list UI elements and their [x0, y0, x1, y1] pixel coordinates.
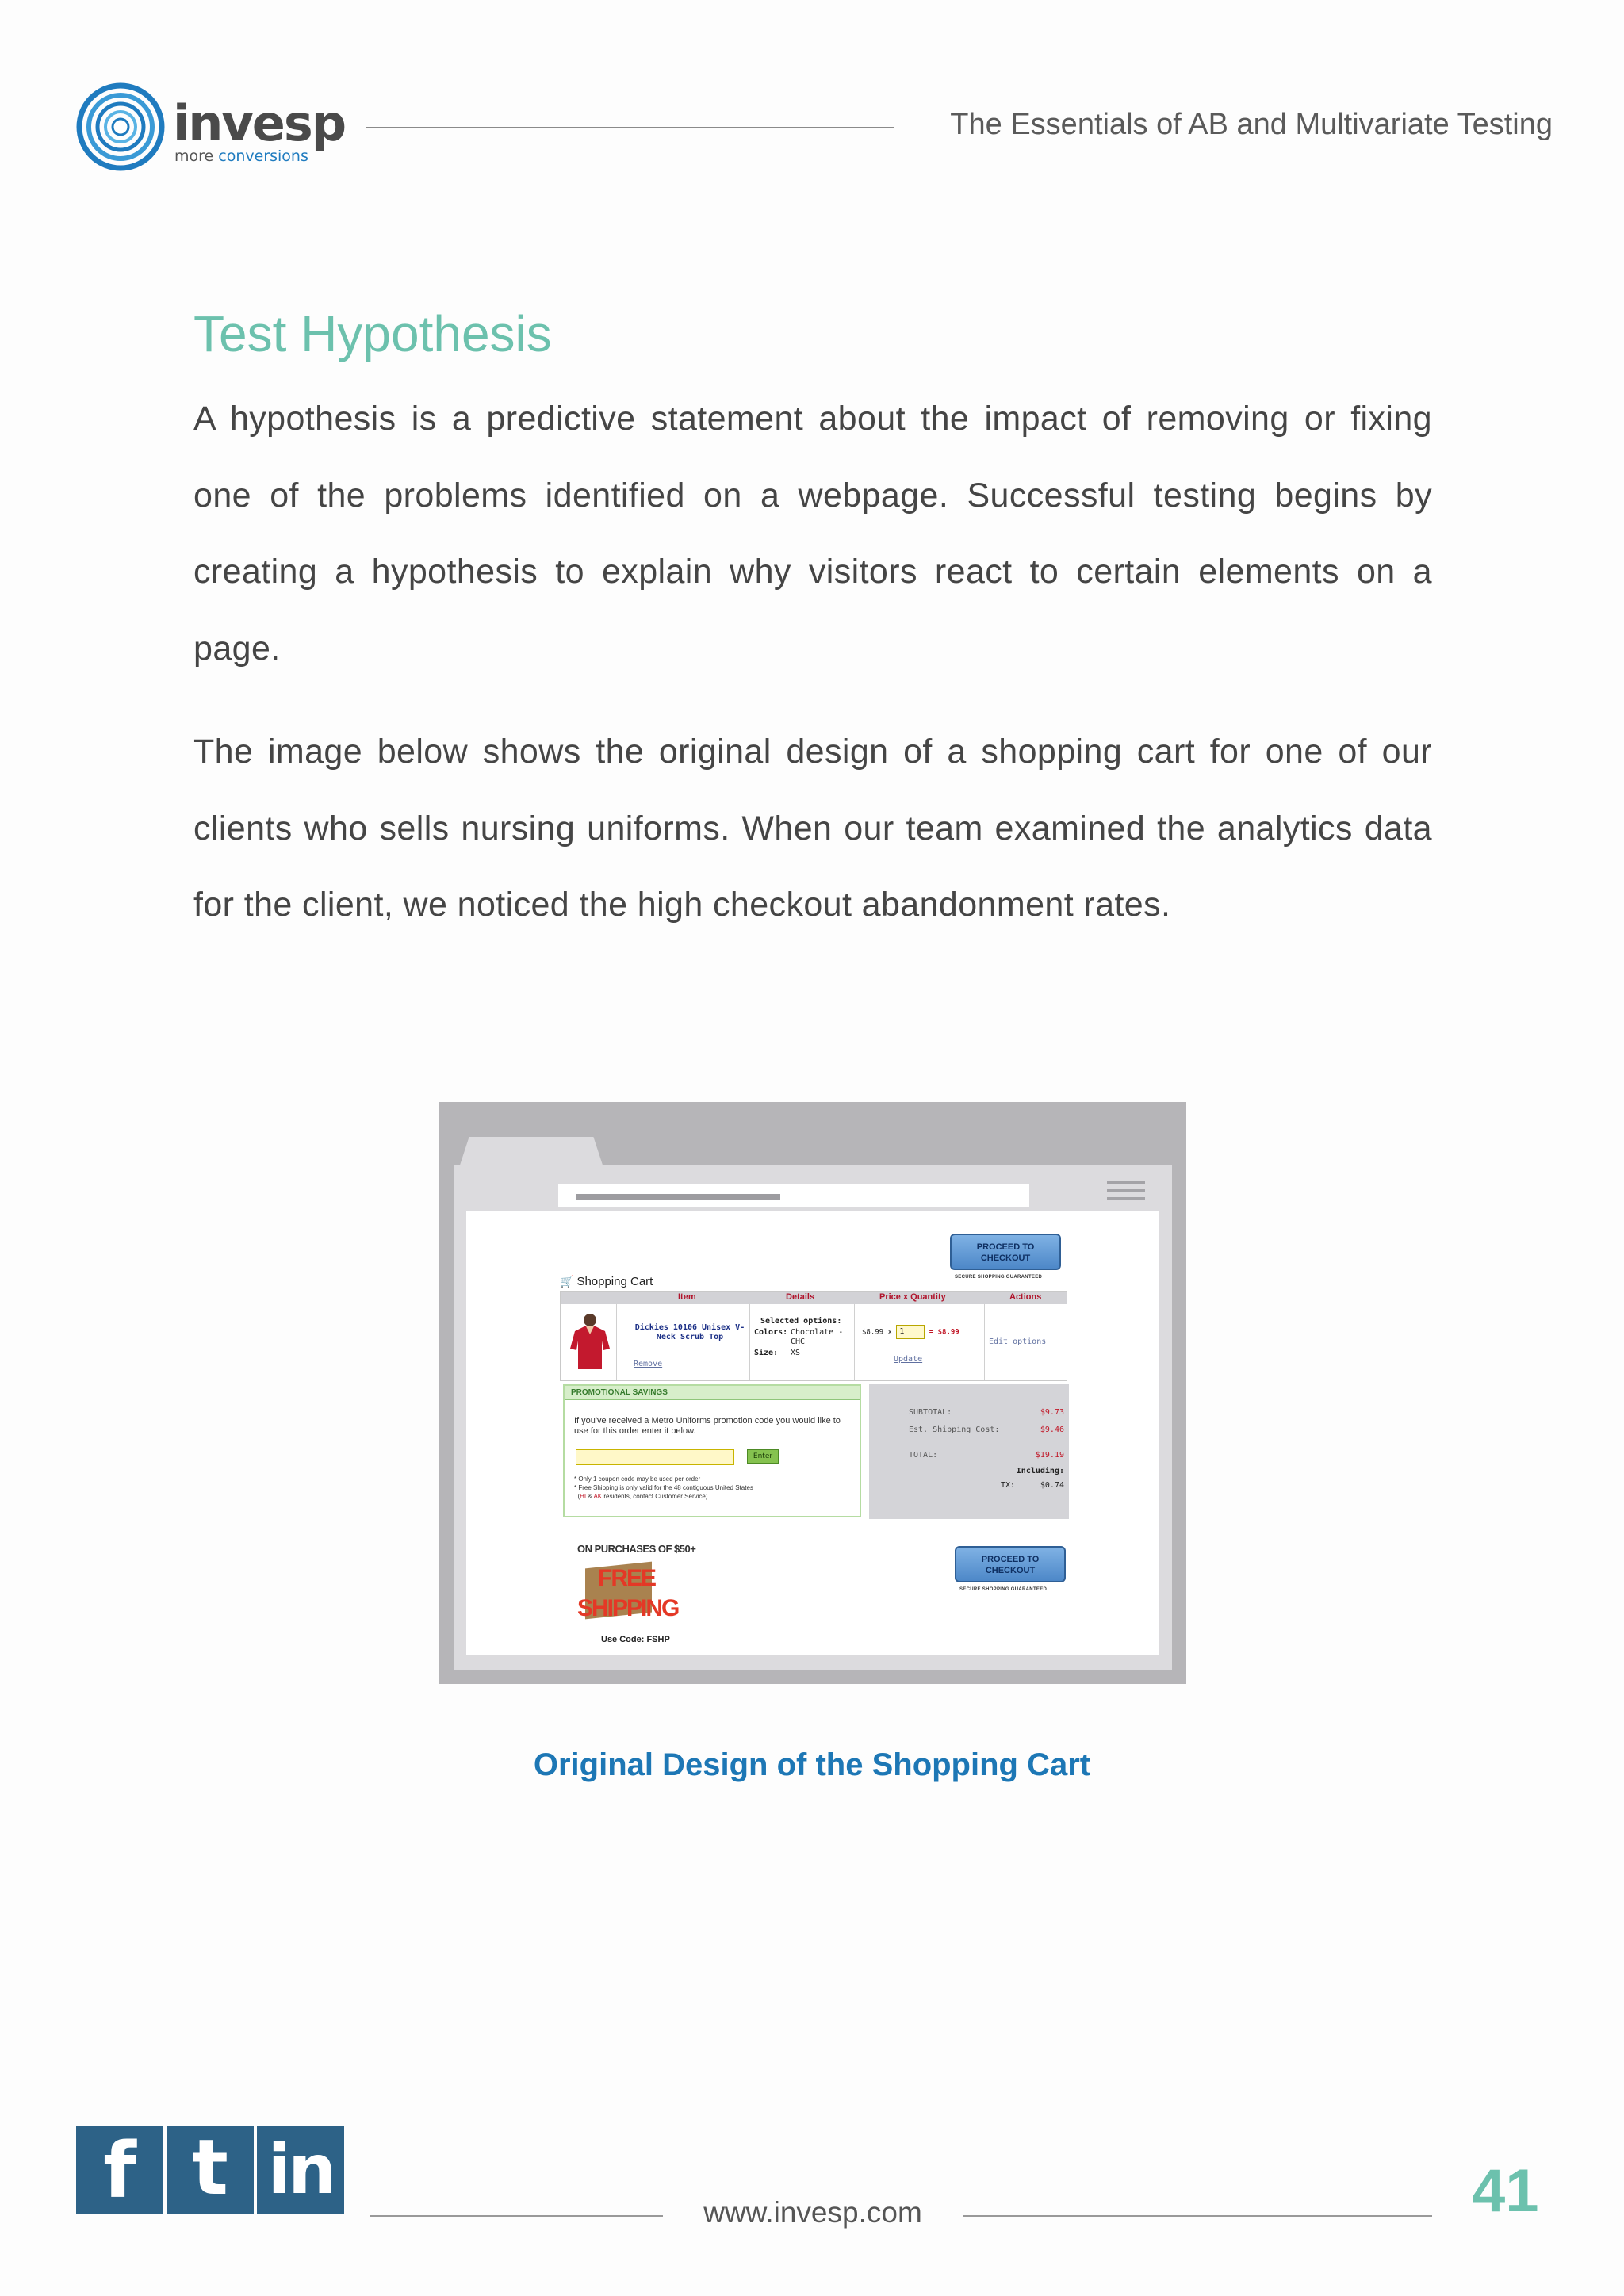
- logo-wordmark: invesp: [173, 94, 346, 152]
- cart-title: [560, 1275, 653, 1288]
- scrub-top-product-image: [567, 1312, 613, 1374]
- footer-divider-right: [963, 2215, 1432, 2217]
- cart-icon: 🛒: [560, 1275, 574, 1288]
- proceed-to-checkout-button-top: PROCEED TO CHECKOUT: [950, 1234, 1061, 1270]
- address-bar-placeholder: [576, 1194, 780, 1200]
- edit-options-label: Edit options: [989, 1337, 1047, 1346]
- subtotal-label: SUBTOTAL:: [909, 1408, 952, 1417]
- promo-note-part: AK: [593, 1493, 603, 1500]
- update-link: [894, 1355, 922, 1364]
- promo-code-input: [576, 1449, 734, 1465]
- website-link[interactable]: www.invesp.com: [703, 2196, 922, 2229]
- price-quantity: [862, 1325, 959, 1339]
- column-header: Price x Quantity: [879, 1292, 946, 1302]
- tax-value: $0.74: [1040, 1481, 1064, 1490]
- free-shipping-badge: [577, 1543, 696, 1646]
- twitter-icon[interactable]: t: [167, 2126, 254, 2214]
- promo-enter-button: Enter: [747, 1449, 779, 1464]
- shopping-cart-screenshot: [466, 1211, 1159, 1655]
- linkedin-icon[interactable]: in: [257, 2126, 344, 2214]
- remove-link-label: Remove: [634, 1360, 663, 1368]
- footer-divider-left: [370, 2215, 663, 2217]
- promo-note-part: HI: [580, 1493, 587, 1500]
- column-divider: [984, 1304, 985, 1380]
- order-totals: [869, 1384, 1069, 1519]
- facebook-icon[interactable]: f: [76, 2126, 163, 2214]
- column-header: Item: [678, 1292, 696, 1302]
- promo-note: * Only 1 coupon code may be used per order: [574, 1475, 701, 1483]
- page-number: 41: [1472, 2157, 1539, 2225]
- shipping-label: Est. Shipping Cost:: [909, 1425, 1000, 1434]
- paragraph-hypothesis: A hypothesis is a predictive statement about the impact of removing or fixing one of the problems identified on a webpage. Successful testing begins by creating a hypothesis to explain why visitors react to certain elements on a page.: [193, 400, 1432, 668]
- promo-note-part: residents, contact Customer Service): [602, 1493, 708, 1500]
- section-title: Test Hypothesis: [193, 305, 552, 362]
- promo-note-part: &: [586, 1493, 594, 1500]
- remove-link: [634, 1360, 662, 1369]
- column-header: Actions: [1009, 1292, 1042, 1302]
- figure-caption: Original Design of the Shopping Cart: [533, 1747, 1091, 1782]
- total-row: [909, 1451, 1064, 1460]
- total-label: TOTAL:: [909, 1451, 938, 1460]
- column-divider: [854, 1304, 855, 1380]
- secure-note-top: SECURE SHOPPING GUARANTEED: [955, 1275, 1043, 1280]
- logo-rings-icon: [76, 82, 165, 171]
- promo-notes: [574, 1475, 860, 1501]
- including-label: Including:: [1016, 1467, 1064, 1475]
- line-total: = $8.99: [929, 1328, 959, 1337]
- unit-price: $8.99 x: [862, 1328, 892, 1337]
- promotional-savings-box: [563, 1384, 861, 1517]
- free-word: FREE: [598, 1565, 656, 1591]
- column-header: Details: [786, 1292, 815, 1302]
- cart-table: [560, 1291, 1067, 1381]
- update-link-label: Update: [894, 1355, 923, 1364]
- colors-label: Colors:: [754, 1328, 788, 1337]
- promo-text: If you've received a Metro Uniforms promotion code you would like to use for this order enter it below.: [574, 1416, 841, 1436]
- promo-note-part: (: [577, 1493, 580, 1500]
- cart-table-header: [561, 1292, 1067, 1304]
- free-shipping-condition: ON PURCHASES OF $50+: [577, 1543, 696, 1555]
- quantity-field: 1: [896, 1325, 925, 1339]
- logo-tagline: [174, 147, 308, 165]
- size-label: Size:: [754, 1349, 779, 1357]
- colors-value: Chocolate - CHC: [791, 1328, 844, 1346]
- column-divider: [749, 1304, 750, 1380]
- logo-tagline-more: more: [174, 147, 214, 165]
- header-divider: [366, 127, 894, 128]
- cart-title-text: Shopping Cart: [576, 1275, 653, 1288]
- tax-label: TX:: [1000, 1481, 1015, 1490]
- browser-mockup: [439, 1102, 1186, 1684]
- subtotal-value: $9.73: [1040, 1408, 1064, 1417]
- shipping-word: SHIPPING: [577, 1595, 679, 1621]
- selected-options-label: Selected options:: [760, 1317, 842, 1326]
- promo-note: * Free Shipping is only valid for the 48 contiguous United States: [574, 1484, 753, 1491]
- secure-note-bottom: SECURE SHOPPING GUARANTEED: [959, 1587, 1048, 1592]
- promo-title: PROMOTIONAL SAVINGS: [565, 1386, 860, 1400]
- shipping-row: [909, 1425, 1064, 1434]
- item-name: Dickies 10106 Unisex V-Neck Scrub Top: [634, 1323, 745, 1341]
- coupon-code: Use Code: FSHP: [601, 1635, 670, 1644]
- promo-note: [574, 1492, 860, 1501]
- size-value: XS: [791, 1349, 801, 1357]
- total-value: $19.19: [1035, 1451, 1064, 1460]
- edit-options-link: [989, 1337, 1046, 1347]
- proceed-to-checkout-button-bottom: PROCEED TO CHECKOUT: [955, 1546, 1066, 1582]
- subtotal-row: [909, 1408, 1064, 1417]
- logo-tagline-conversions: conversions: [218, 147, 308, 165]
- shipping-value: $9.46: [1040, 1425, 1064, 1434]
- column-divider: [616, 1304, 617, 1380]
- invesp-logo: [76, 82, 346, 178]
- paragraph-shopping-cart: The image below shows the original design of a shopping cart for one of our clients who sells nursing uniforms. When our team examined the analytics data for the client, we noticed the high checkout abandonment rates.: [193, 733, 1432, 924]
- hamburger-menu-icon: [1107, 1181, 1145, 1203]
- document-title: The Essentials of AB and Multivariate Testing: [950, 108, 1553, 141]
